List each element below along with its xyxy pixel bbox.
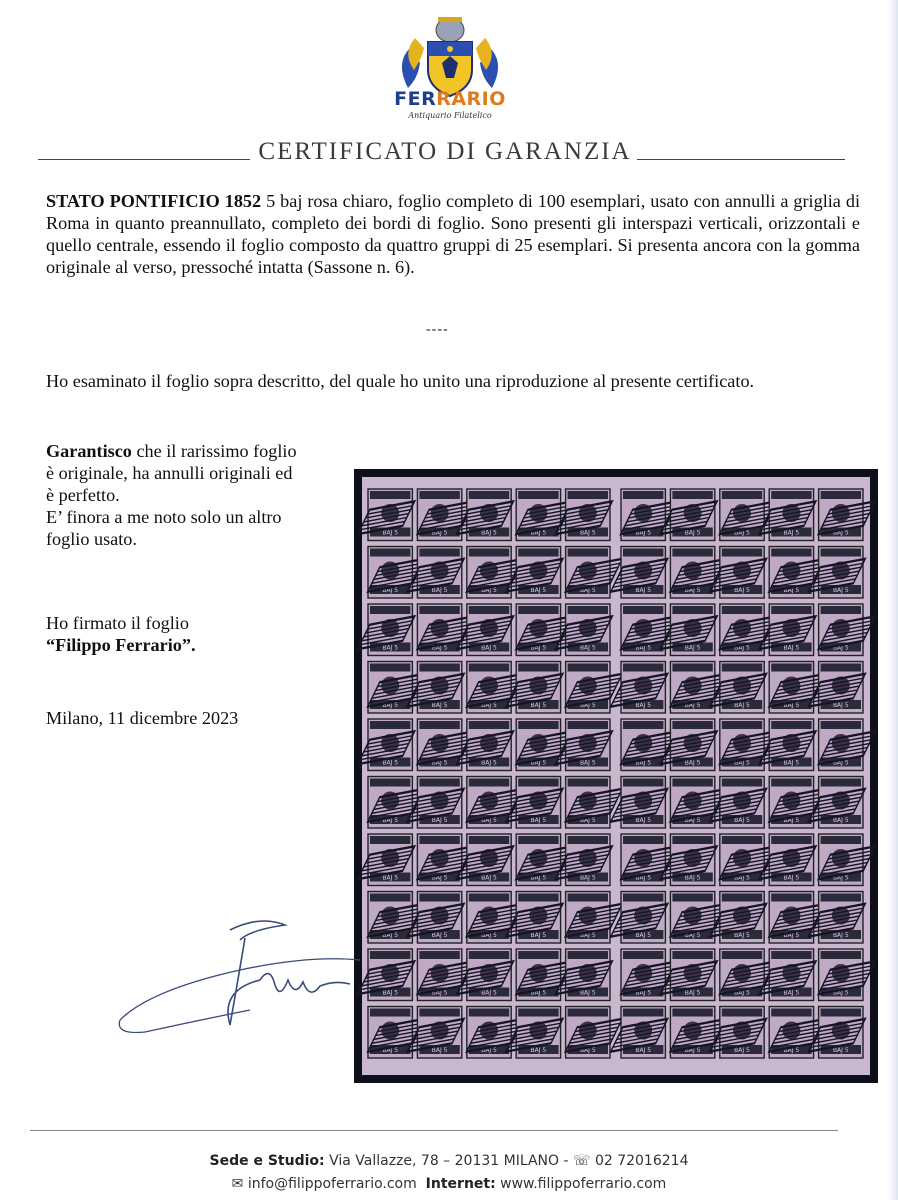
title-rule-left	[38, 159, 250, 160]
stamp-value-label: BAJ 5	[783, 644, 800, 652]
stamp-value-label: BAJ 5	[832, 874, 849, 882]
stamp-value-label: BAJ 5	[481, 587, 497, 594]
guarantee-line-5: foglio usato.	[46, 529, 137, 549]
stamp-value-label: BAJ 5	[481, 817, 497, 824]
stamp-value-label: BAJ 5	[684, 874, 701, 882]
email-link[interactable]: info@filippoferrario.com	[243, 1176, 417, 1192]
footer-contact-line	[0, 1176, 898, 1192]
stamp-value-label: BAJ 5	[579, 874, 596, 882]
stamp-value-label: BAJ 5	[481, 529, 497, 537]
stamp-value-label: BAJ 5	[734, 587, 750, 594]
stamp-value-label: BAJ 5	[783, 587, 800, 594]
stamp-value-label: BAJ 5	[382, 817, 399, 824]
stamp-value-label: BAJ 5	[734, 817, 750, 824]
stamp-value-label: BAJ 5	[783, 702, 800, 709]
stamp-sheet-grid	[354, 469, 878, 1083]
stamp-value-label: BAJ 5	[382, 1047, 399, 1054]
stamp-value-label: BAJ 5	[481, 989, 497, 997]
stamp-value-label: BAJ 5	[832, 587, 849, 594]
description-text: 5 baj rosa chiaro, foglio completo di 100 esemplari, usato con annulli a griglia di Roma in quanto preannullato, completo dei bordi di foglio. Sono presenti gli interspazi verticali, orizzontali e quello centrale, essendo il foglio composto da quattro gruppi di 25 esemplari. Si presenta ancora con la gomma originale al verso, pressoché intatta (Sassone n. 6).	[46, 191, 860, 277]
address: Via Vallazze, 78 – 20131 MILANO -	[324, 1153, 573, 1169]
handwritten-signature	[110, 910, 370, 1050]
stamp-value-label: BAJ 5	[579, 989, 596, 997]
stamp-value-label: BAJ 5	[579, 529, 596, 537]
stamp-value-label: BAJ 5	[783, 817, 800, 824]
separator: ----	[426, 322, 449, 337]
stamp-value-label: BAJ 5	[734, 759, 750, 767]
stamp-value-label: BAJ 5	[635, 529, 652, 537]
stamp-value-label: BAJ 5	[530, 874, 547, 882]
stamp-value-label: BAJ 5	[635, 874, 652, 882]
stamp-value-label: BAJ 5	[783, 932, 800, 939]
stamp-value-label: BAJ 5	[635, 817, 652, 824]
phone-number: 02 72016214	[590, 1153, 689, 1169]
stamp-value-label: BAJ 5	[832, 1047, 849, 1054]
signed-line-2: “Filippo Ferrario”.	[46, 635, 196, 655]
phone-icon: ☏	[572, 1153, 591, 1169]
stamp-value-label: BAJ 5	[431, 817, 448, 824]
footer-rule	[30, 1130, 838, 1131]
stamp-value-label: BAJ 5	[431, 644, 448, 652]
stamp-value-label: BAJ 5	[734, 932, 750, 939]
stamp-value-label: BAJ 5	[684, 989, 701, 997]
stamp-value-label: BAJ 5	[832, 989, 849, 997]
stamp-value-label: BAJ 5	[530, 932, 547, 939]
stamp-value-label: BAJ 5	[734, 644, 750, 652]
stamp-value-label: BAJ 5	[431, 759, 448, 767]
stamp-value-label: BAJ 5	[684, 702, 701, 709]
stamp-value-label: BAJ 5	[734, 1047, 750, 1054]
stamp-value-label: BAJ 5	[530, 529, 547, 537]
stamp-value-label: BAJ 5	[684, 759, 701, 767]
stamp-value-label: BAJ 5	[684, 644, 701, 652]
stamp-value-label: BAJ 5	[684, 529, 701, 537]
stamp-value-label: BAJ 5	[635, 759, 652, 767]
guarantee-line-2: è originale, ha annulli originali ed	[46, 463, 293, 483]
stamp-value-label: BAJ 5	[734, 529, 750, 537]
stamp-value-label: BAJ 5	[579, 932, 596, 939]
date-line: Milano, 11 dicembre 2023	[46, 708, 239, 728]
stamp-value-label: BAJ 5	[783, 874, 800, 882]
stamp-value-label: BAJ 5	[382, 759, 399, 767]
stamp-value-label: BAJ 5	[382, 932, 399, 939]
brand-name: FERRARIO	[394, 88, 506, 110]
stamp-value-label: BAJ 5	[382, 989, 399, 997]
stamp-value-label: BAJ 5	[530, 989, 547, 997]
stamp-value-label: BAJ 5	[635, 989, 652, 997]
stamp-value-label: BAJ 5	[530, 702, 547, 709]
stamp-value-label: BAJ 5	[635, 932, 652, 939]
stamp-value-label: BAJ 5	[530, 1047, 547, 1054]
stamp-value-label: BAJ 5	[783, 1047, 800, 1054]
stamp-value-label: BAJ 5	[431, 702, 448, 709]
stamp-value-label: BAJ 5	[481, 702, 497, 709]
stamp-value-label: BAJ 5	[431, 587, 448, 594]
signed-block	[46, 612, 346, 656]
stamp-value-label: BAJ 5	[431, 932, 448, 939]
stamp-value-label: BAJ 5	[530, 644, 547, 652]
stamp-value-label: BAJ 5	[734, 702, 750, 709]
signed-line-1: Ho firmato il foglio	[46, 613, 189, 633]
stamp-value-label: BAJ 5	[431, 529, 448, 537]
stamp-value-label: BAJ 5	[579, 702, 596, 709]
stamp-value-label: BAJ 5	[783, 529, 800, 537]
stamp-value-label: BAJ 5	[481, 644, 497, 652]
brand-subtitle: Antiquario Filatelico	[408, 111, 492, 120]
email-icon: ✉	[231, 1176, 244, 1192]
guarantee-line-1: Garantisco che il rarissimo foglio	[46, 441, 297, 461]
stamp-value-label: BAJ 5	[481, 759, 497, 767]
stamp-value-label: BAJ 5	[734, 989, 750, 997]
stamp-value-label: BAJ 5	[684, 932, 701, 939]
stamp-value-label: BAJ 5	[431, 1047, 448, 1054]
stamp-value-label: BAJ 5	[530, 759, 547, 767]
stamp-value-label: BAJ 5	[734, 874, 750, 882]
description-paragraph	[46, 190, 860, 278]
guarantee-line-4: E’ finora a me noto solo un altro	[46, 507, 282, 527]
website-link[interactable]: www.filippoferrario.com	[495, 1176, 667, 1192]
stamp-value-label: BAJ 5	[382, 529, 399, 537]
stamp-value-label: BAJ 5	[783, 989, 800, 997]
footer-address-line	[0, 1153, 898, 1169]
stamp-value-label: BAJ 5	[832, 759, 849, 767]
stamp-value-label: BAJ 5	[481, 874, 497, 882]
stamp-value-label: BAJ 5	[832, 529, 849, 537]
stamp-value-label: BAJ 5	[530, 817, 547, 824]
stamp-value-label: BAJ 5	[684, 1047, 701, 1054]
examination-paragraph: Ho esaminato il foglio sopra descritto, del quale ho unito una riproduzione al presente certificato.	[46, 371, 755, 391]
sede-label: Sede e Studio:	[209, 1153, 325, 1169]
stamp-value-label: BAJ 5	[635, 702, 652, 709]
title-rule-right	[637, 159, 845, 160]
stamp-value-label: BAJ 5	[431, 989, 448, 997]
stamp-value-label: BAJ 5	[382, 874, 399, 882]
stamp-value-label: BAJ 5	[382, 644, 399, 652]
guarantee-bold: Garantisco	[46, 441, 132, 461]
description-heading: STATO PONTIFICIO 1852	[46, 191, 262, 211]
stamp-value-label: BAJ 5	[783, 759, 800, 767]
stamp-value-label: BAJ 5	[481, 1047, 497, 1054]
stamp-value-label: BAJ 5	[579, 759, 596, 767]
stamp-value-label: BAJ 5	[579, 587, 596, 594]
stamp-value-label: BAJ 5	[635, 587, 652, 594]
stamp-sheet-image	[354, 469, 878, 1083]
stamp-value-label: BAJ 5	[832, 702, 849, 709]
stamp-value-label: BAJ 5	[481, 932, 497, 939]
stamp-value-label: BAJ 5	[684, 817, 701, 824]
stamp-value-label: BAJ 5	[832, 817, 849, 824]
stamp-value-label: BAJ 5	[431, 874, 448, 882]
page-edge	[888, 0, 898, 1200]
stamp-value-label: BAJ 5	[635, 644, 652, 652]
stamp-value-label: BAJ 5	[832, 644, 849, 652]
stamp-value-label: BAJ 5	[832, 932, 849, 939]
guarantee-line-3: è perfetto.	[46, 485, 120, 505]
guarantee-block	[46, 440, 346, 550]
internet-label: Internet:	[425, 1176, 496, 1192]
stamp-value-label: BAJ 5	[530, 587, 547, 594]
stamp-value-label: BAJ 5	[684, 587, 701, 594]
stamp-value-label: BAJ 5	[382, 587, 399, 594]
stamp-value-label: BAJ 5	[579, 644, 596, 652]
stamp-value-label: BAJ 5	[579, 817, 596, 824]
stamp-value-label: BAJ 5	[579, 1047, 596, 1054]
stamp-value-label: BAJ 5	[382, 702, 399, 709]
certificate-title: CERTIFICATO DI GARANZIA	[258, 138, 632, 165]
stamp-value-label: BAJ 5	[635, 1047, 652, 1054]
